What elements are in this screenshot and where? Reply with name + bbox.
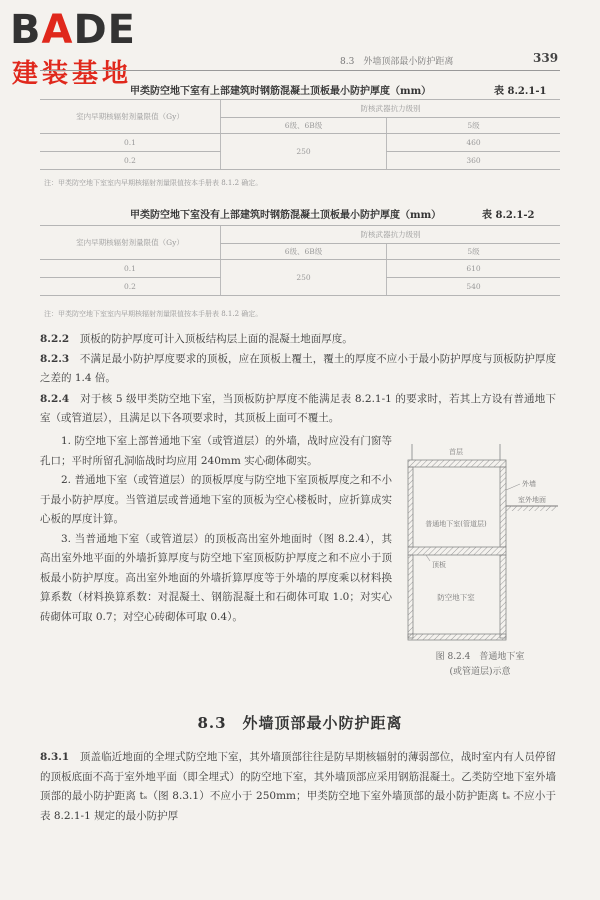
label-basement: 普通地下室(管道层) [425, 520, 487, 528]
table1-col1-header: 室内早期核辐射剂量限值（Gy） [40, 100, 221, 134]
table1-cell-limit: 0.2 [40, 152, 221, 170]
label-ground: 室外地面 [518, 496, 546, 504]
table2-cell-limit: 0.2 [40, 278, 221, 296]
figure-caption: 图 8.2.4 普通地下室 (或管道层)示意 [435, 652, 525, 677]
list-item: 3. 当普通地下室（或管道层）的顶板高出室外地面时（图 8.2.4），其高出室外地平面的外墙折算厚度与防空地下室顶板防护厚度之和不应小于顶板最小防护厚度。高出室外地面的外墙折算厚度等于外墙的厚度乘以材料换算系数（材料换算系数：对混凝土、钢筋混凝土和石砌体可取 1.0；对实心砖砌体可取 0.7；对空心砖砌体可取 0.4）。 [40, 532, 392, 623]
page-number: 339 [533, 51, 559, 65]
table2-group-header: 防核武器抗力级别 [221, 226, 561, 244]
clause-8-2-4-items [40, 432, 392, 627]
header-rule [40, 70, 560, 71]
table1-sub-header-2: 5级 [387, 118, 561, 134]
table-row [40, 134, 560, 152]
clause-8-2-2: 8.2.2 顶板的防护厚度可计入顶板结构层上面的混凝土地面厚度。 [40, 333, 353, 345]
table2-sub-header-2: 5级 [387, 244, 561, 260]
table1-number: 表 8.2.1-1 [494, 86, 547, 97]
ground-hatch [506, 506, 556, 511]
table2-number: 表 8.2.1-2 [482, 210, 535, 221]
clause-8-2-3: 8.2.3 不满足最小防护厚度要求的顶板，应在顶板上覆土，覆土的厚度不应小于最小防护厚度与顶板防护厚度之差的 1.4 倍。 [40, 353, 557, 384]
table-row [40, 260, 560, 278]
table2-col1-header: 室内早期核辐射剂量限值（Gy） [40, 226, 221, 260]
section-title: 8.3 外墙顶部最小防护距离 [197, 714, 403, 732]
table2 [40, 225, 560, 296]
table1-sub-header-1: 6级、6B级 [221, 118, 387, 134]
figure-8-2-4 [398, 438, 563, 643]
table1-note: 注：甲类防空地下室室内早期核辐射剂量限值按本手册表 8.1.2 确定。 [44, 179, 263, 187]
table2-note: 注：甲类防空地下室室内早期核辐射剂量限值按本手册表 8.1.2 确定。 [44, 310, 263, 318]
table1 [40, 99, 560, 170]
list-item: 1. 防空地下室上部普通地下室（或管道层）的外墙，战时应没有门窗等孔口；平时所留孔洞临战时均应用 240mm 实心砌体砌实。 [40, 435, 392, 467]
label-shelter: 防空地下室 [437, 593, 475, 602]
table2-cell-limit: 0.1 [40, 260, 221, 278]
label-slab: 顶板 [432, 561, 446, 569]
table1-cell-merged: 250 [221, 134, 387, 170]
shelter-roof-slab [408, 547, 506, 555]
table1-group-header: 防核武器抗力级别 [221, 100, 561, 118]
clause-8-2-4: 8.2.4 对于核 5 级甲类防空地下室，当顶板防护厚度不能满足表 8.2.1-1 的要求时，若其上方设有普通地下室（或管道层），且满足以下各项要求时，其顶板上面可不覆土。 [40, 393, 556, 424]
label-top-floor: 首层 [449, 448, 463, 456]
table2-cell-value: 540 [387, 278, 561, 296]
table1-cell-value: 360 [387, 152, 561, 170]
logo-chinese: 建装基地 [12, 59, 133, 89]
floor-slab [408, 460, 506, 467]
slab-leader [426, 555, 430, 561]
logo-wordmark: BADE [10, 7, 136, 53]
table2-title: 甲类防空地下室没有上部建筑时钢筋混凝土顶板最小防护厚度（mm） [130, 210, 442, 221]
table2-sub-header-1: 6级、6B级 [221, 244, 387, 260]
shelter-wall-left [408, 555, 413, 638]
table2-cell-value: 610 [387, 260, 561, 278]
clause-8-3-1: 8.3.1 顶盖临近地面的全埋式防空地下室，其外墙顶部往往是防早期核辐射的薄弱部位，战时室内有人员停留的顶板底面不高于室外地平面（即全埋式）的防空地下室，其外墙顶部应采用钢筋混凝土。乙类防空地下室外墙顶部的最小防护距离 tₛ（图 8.3.1）不应小于 250mm；甲类防空地下室外墙顶部的最小防护距离 tₛ 不应小于表 8.2.1-1 规定的最小防护厚 [40, 751, 557, 822]
outer-wall-leader [506, 484, 520, 490]
table1-cell-value: 460 [387, 134, 561, 152]
label-outer-wall: 外墙 [522, 480, 536, 488]
basement-wall-left [408, 467, 413, 547]
table1-title: 甲类防空地下室有上部建筑时钢筋混凝土顶板最小防护厚度（mm） [130, 86, 432, 97]
list-item: 2. 普通地下室（或管道层）的顶板厚度与防空地下室顶板厚度之和不小于最小防护厚度。当管道层或普通地下室的顶板为空心楼板时，应折算成实心板的厚度计算。 [40, 474, 392, 525]
shelter-wall-right [500, 555, 506, 638]
running-header: 8.3 外墙顶部最小防护距离 [340, 57, 454, 67]
shelter-floor [408, 634, 506, 640]
basement-wall-right [500, 467, 506, 547]
table1-cell-limit: 0.1 [40, 134, 221, 152]
table2-cell-merged: 250 [221, 260, 387, 296]
